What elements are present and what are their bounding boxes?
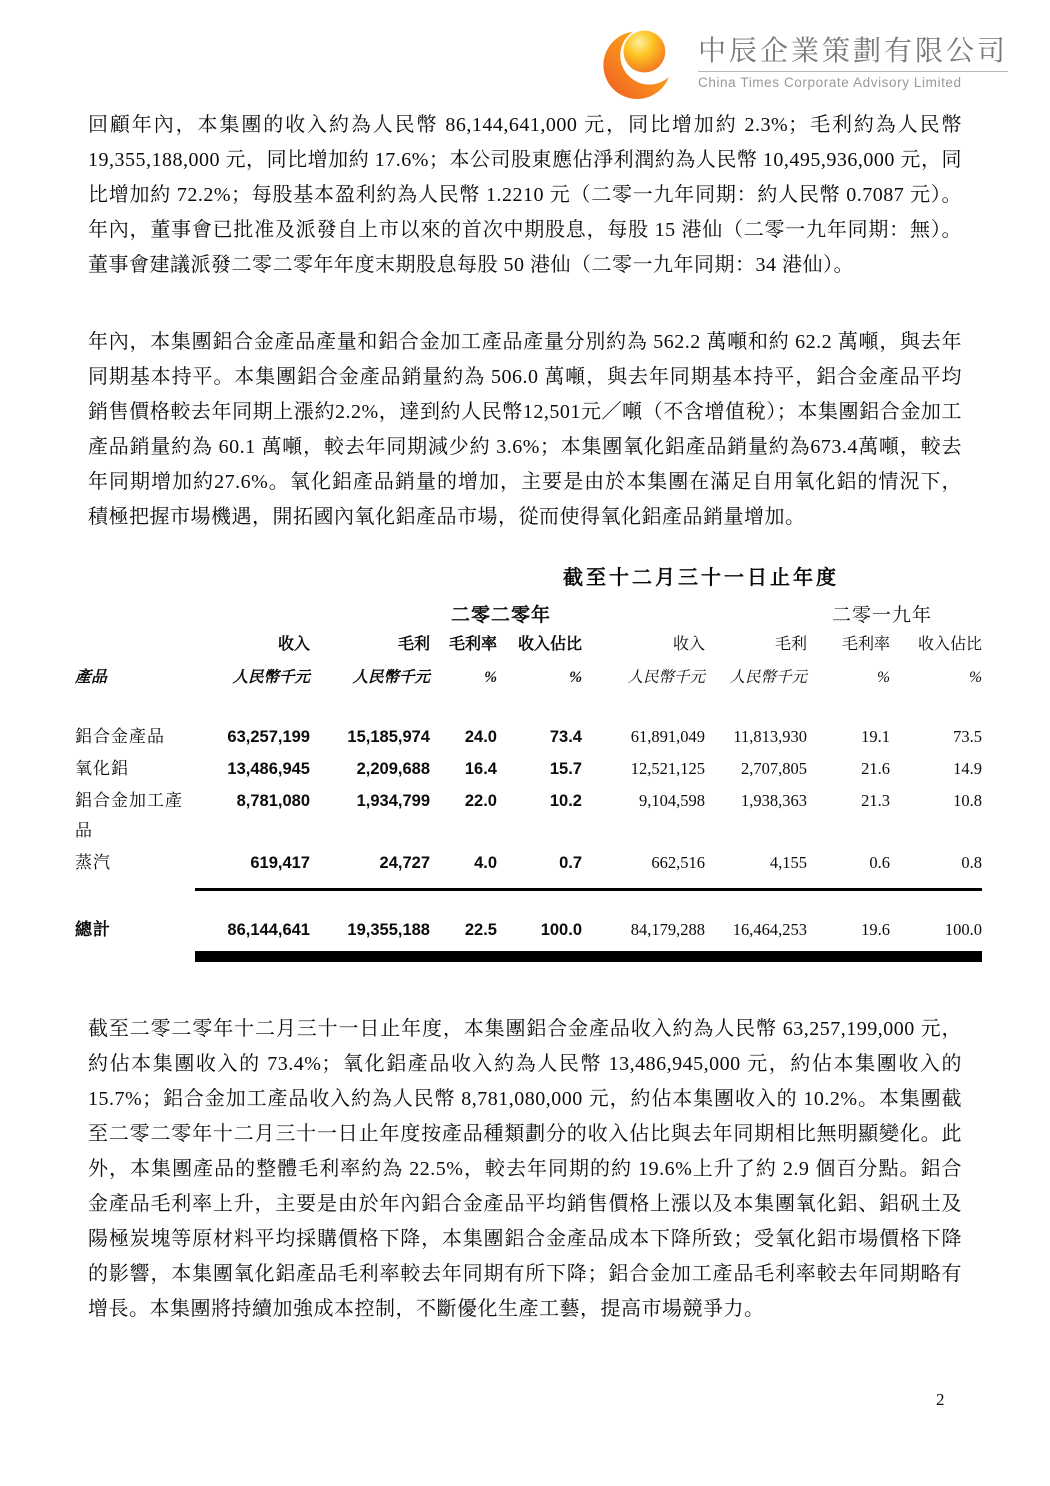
table-row-processed-aluminum [75,786,982,846]
cell-value: 22.0 [464,792,497,810]
cell-value: 8,781,080 [236,792,310,810]
table-year-row [75,596,982,632]
total-label: 總計 [75,920,111,939]
cell-value: 24,727 [379,854,430,872]
cell-value: 10.2 [549,792,582,810]
col-header-revenue-2019: 收入 [672,636,705,653]
table-row-steam [75,848,982,878]
unit-rmb-2019-grossprofit: 人民幣千元 [729,669,807,686]
table-row-alumina [75,754,982,784]
cell-value: 4,155 [769,853,807,872]
cell-value: 16.4 [464,760,497,778]
col-header-revenue-2020: 收入 [277,636,310,653]
cell-value: 9,104,598 [639,791,705,810]
cell-value: 19.6 [861,920,890,939]
table-column-header-row [75,632,982,665]
cell-value: 11,813,930 [733,727,807,746]
cell-value: 63,257,199 [227,728,310,746]
table-title-row [75,561,982,596]
cell-value: 15,185,974 [347,728,430,746]
table-body [75,722,982,962]
cell-value: 100.0 [540,921,582,939]
page-header [0,0,1050,100]
cell-value: 662,516 [651,853,705,872]
cell-value: 12,521,125 [630,759,705,778]
col-header-grossprofit-2019: 毛利 [774,636,807,653]
cell-value: 2,209,688 [356,760,430,778]
cell-value: 84,179,288 [630,920,705,939]
col-header-grossprofit-2020: 毛利 [397,636,430,653]
product-name: 鋁合金產品 [75,727,165,746]
company-logo [600,24,1008,100]
col-header-share-2020: 收入佔比 [517,636,582,653]
unit-rmb-2020-grossprofit: 人民幣千元 [352,669,430,686]
cell-value: 13,486,945 [227,760,310,778]
cell-value: 0.7 [559,854,582,872]
unit-rmb-2020-revenue: 人民幣千元 [232,669,310,686]
cell-value: 86,144,641 [227,921,310,939]
unit-pct-2020-margin: % [484,669,497,686]
cell-value: 100.0 [944,920,982,939]
cell-value: 0.6 [869,853,890,872]
cell-value: 73.5 [953,727,982,746]
paragraph-revenue-breakdown: 截至二零二零年十二月三十一日止年度，本集團鋁合金產品收入約為人民幣 63,257,199,000 元，約佔本集團收入的 73.4%；氧化鋁產品收入約為人民幣 13,486,945,000 元，約佔本集團收入的 15.7%；鋁合金加工產品收入約為人民幣 8,781,080,000 元，約佔本集團收入的 10.2%。本集團截至二零二零年十二月三十一日止年度按產品種類劃分的收入佔比與去年同期相比無明顯變化。此外，本集團產品的整體毛利率約為 22.5%，較去年同期的約 19.6%上升了約 2.9 個百分點。鋁合金產品毛利率上升，主要是由於年內鋁合金產品平均銷售價格上漲以及本集團氧化鋁、鋁矾土及陽極炭塊等原材料平均採購價格下降，本集團鋁合金產品成本下降所致；受氧化鋁市場價格下降的影響，本集團氧化鋁產品毛利率較去年同期有所下降；鋁合金加工產品毛利率較去年同期略有增長。本集團將持續加強成本控制，不斷優化生產工藝，提高市場競爭力。 [88,1018,962,1320]
cell-value: 0.8 [961,853,982,872]
table-subtotal-rule [195,888,982,891]
company-name-en: China Times Corporate Advisory Limited [697,74,962,90]
col-header-share-2019: 收入佔比 [917,636,982,653]
product-name: 氧化鋁 [75,759,129,778]
cell-value: 14.9 [953,759,982,778]
cell-value: 4.0 [474,854,497,872]
product-name: 鋁合金加工產品 [75,791,183,840]
cell-value: 619,417 [250,854,310,872]
cell-value: 10.8 [953,791,982,810]
cell-value: 2,707,805 [741,759,807,778]
unit-pct-2019-share: % [969,669,982,686]
cell-value: 61,891,049 [630,727,705,746]
paragraph-production-volume: 年內，本集團鋁合金產品產量和鋁合金加工產品產量分別約為 562.2 萬噸和約 62.2 萬噸，與去年同期基本持平。本集團鋁合金產品銷量約為 506.0 萬噸，與去年同期基本持平，鋁合金產品平均銷售價格較去年同期上漲約2.2%，達到約人民幣12,501元／噸（不含增值稅）；本集團鋁合金加工產品銷量約為 60.1 萬噸，較去年同期減少約 3.6%；本集團氧化鋁產品銷量約為673.4萬噸，較去年同期增加約27.6%。氧化鋁產品銷量的增加，主要是由於本集團在滿足自用氧化鋁的情況下，積極把握市場機遇，開拓國內氧化鋁產品市場，從而使得氧化鋁產品銷量增加。 [88,331,962,528]
page-number: 2 [936,1390,945,1409]
cell-value: 16,464,253 [732,920,807,939]
cell-value: 19.1 [861,727,890,746]
table-row-aluminum-alloy [75,722,982,752]
col-header-margin-2019: 毛利率 [841,636,890,653]
cell-value: 15.7 [549,760,582,778]
paragraph-revenue-summary: 回顧年內，本集團的收入約為人民幣 86,144,641,000 元，同比增加約 2.3%；毛利約為人民幣 19,355,188,000 元，同比增加約 17.6%；本公司股東應佔淨利潤約為人民幣 10,495,936,000 元，同比增加約 72.2%；每股基本盈利約為人民幣 1.2210 元（二零一九年同期：約人民幣 0.7087 元）。年內，董事會已批准及派發自上市以來的首次中期股息，每股 15 港仙（二零一九年同期：無）。董事會建議派發二零二零年年度末期股息每股 50 港仙（二零一九年同期：34 港仙）。 [88,114,962,276]
product-name: 蒸汽 [75,853,111,872]
product-column-label: 產品 [75,669,108,686]
year-2020-label: 二零二零年 [451,605,552,626]
cell-value: 73.4 [549,728,582,746]
cell-value: 19,355,188 [347,921,430,939]
table-title: 截至十二月三十一日止年度 [563,567,839,589]
unit-rmb-2019-revenue: 人民幣千元 [627,669,705,686]
cell-value: 21.6 [861,759,890,778]
table-bottom-rule [195,951,982,962]
cell-value: 22.5 [464,921,497,939]
logo-sun-swirl-icon [600,25,684,99]
table-row-total [75,915,982,945]
cell-value: 1,938,363 [741,791,807,810]
table-unit-header-row [75,665,982,698]
unit-pct-2019-margin: % [877,669,890,686]
cell-value: 24.0 [464,728,497,746]
logo-text-block [698,34,1008,91]
segment-revenue-table [75,561,982,962]
cell-value: 1,934,799 [356,792,430,810]
company-name-zh: 中辰企業策劃有限公司 [697,34,1008,66]
logo-divider [698,71,1008,72]
cell-value: 21.3 [861,791,890,810]
year-2019-label: 二零一九年 [832,605,933,626]
col-header-margin-2020: 毛利率 [448,636,497,653]
unit-pct-2020-share: % [569,669,582,686]
